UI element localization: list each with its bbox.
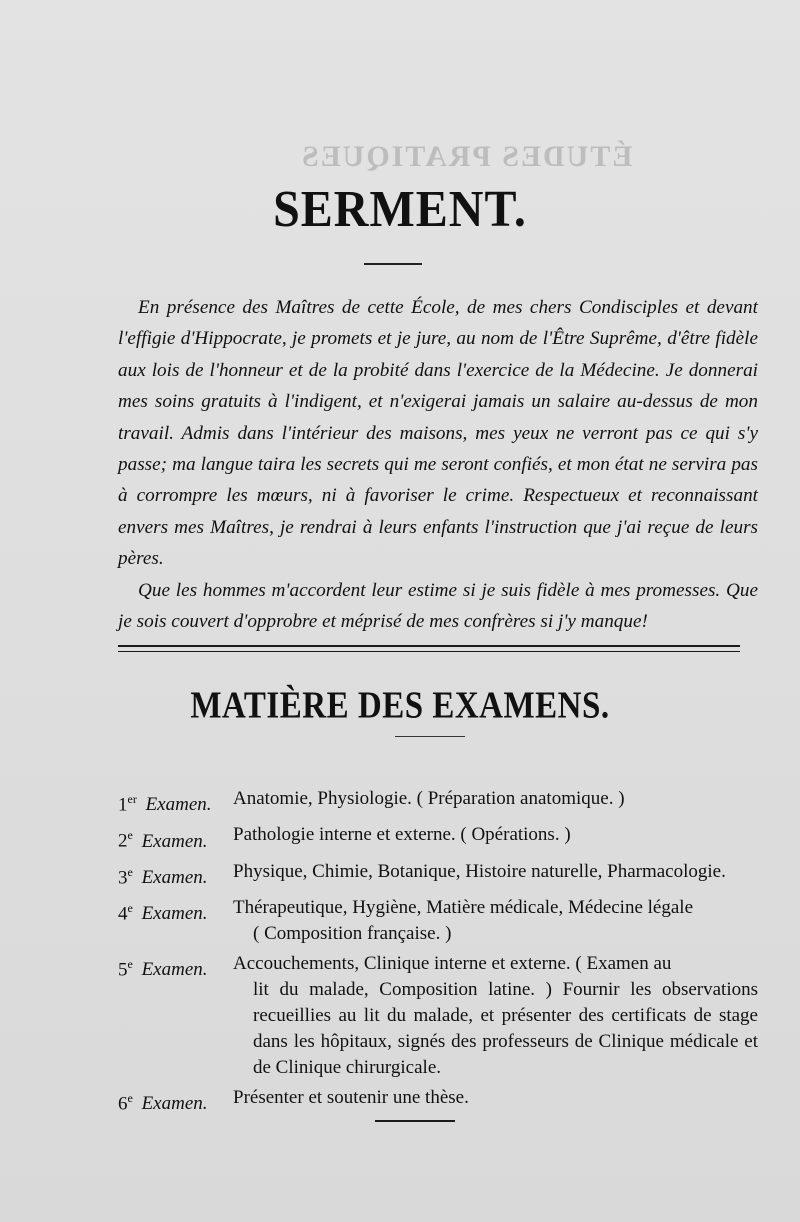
exam-item [118,1085,758,1117]
oath-paragraph-1: En présence des Maîtres de cette École, de mes chers Condisciples et devant l'effigie d'Hippocrate, je promets et je jure, au nom de l'Être Suprême, d'être fidèle aux lois de l'honneur et de la probité dans l'exercice de la Médecine. Je donnerai mes soins gratuits à l'indigent, et n'exigerai jamais un salaire au-dessus de mon travail. Admis dans l'intérieur des maisons, mes yeux ne verront pas ce qui s'y passe; ma langue taira les secrets qui me seront confiés, et mon état ne servira pas à corrompre les mœurs, ni à favoriser le crime. Respectueux et reconnaissant envers mes Maîtres, je rendrai à leurs enfants l'instruction que j'ai reçue de leurs pères. [118,297,758,570]
exam-item [118,951,758,1081]
exam-item [118,895,758,947]
exams-list [118,786,758,1121]
exams-title: MATIÈRE DES EXAMENS. [190,685,610,727]
exam-label: 3e Examen. [118,864,208,888]
exam-label: 5e Examen. [118,956,208,981]
exam-subjects: Accouchements, Clinique interne et externe. ( Examen au lit du malade, Composition latine. ) Fournir les observations recueillies au lit du malade, et présenter des certificats de stage dans les hôpitaux, signés des professeurs de Clinique médicale et de Clinique chirurgicale. [233,951,758,1081]
oath-text [118,292,758,637]
title-divider [364,263,422,265]
section-divider [118,645,740,647]
exam-label: 2e Examen. [118,828,208,852]
exam-item [118,822,758,854]
exam-label: 1er Examen. [118,792,212,816]
exam-note: ( Composition française. ) [253,922,452,944]
exam-label: 4e Examen. [118,900,208,925]
exam-subjects: Physique, Chimie, Botanique, Histoire naturelle, Pharmacologie. [233,860,726,882]
exams-title-divider [395,736,465,737]
exam-note: lit du malade, Composition latine. ) Fournir les observations recueillies au lit du malade, et présenter des certificats de stage dans les hôpitaux, signés des professeurs de Clinique médicale et de Clinique chirurgicale. [253,978,758,1078]
exam-label: 6e Examen. [118,1090,208,1115]
oath-title: SERMENT. [273,180,527,239]
exam-subjects: Pathologie interne et externe. ( Opérations. ) [233,824,571,846]
closing-divider [375,1120,455,1122]
exam-subjects: Thérapeutique, Hygiène, Matière médicale, Médecine légale ( Composition française. ) [233,895,758,947]
section-divider-thin [118,651,740,652]
oath-paragraph-2: Que les hommes m'accordent leur estime si je suis fidèle à mes promesses. Que je sois couvert d'opprobre et méprisé de mes confrères si j'y manque! [118,579,758,633]
exam-subjects: Présenter et soutenir une thèse. [233,1086,469,1108]
exam-item [118,786,758,818]
exam-item [118,859,758,891]
bleed-through-decoration: ÉTUDES PRATIQUES [300,140,633,173]
exam-subjects: Anatomie, Physiologie. ( Préparation anatomique. ) [233,788,625,809]
